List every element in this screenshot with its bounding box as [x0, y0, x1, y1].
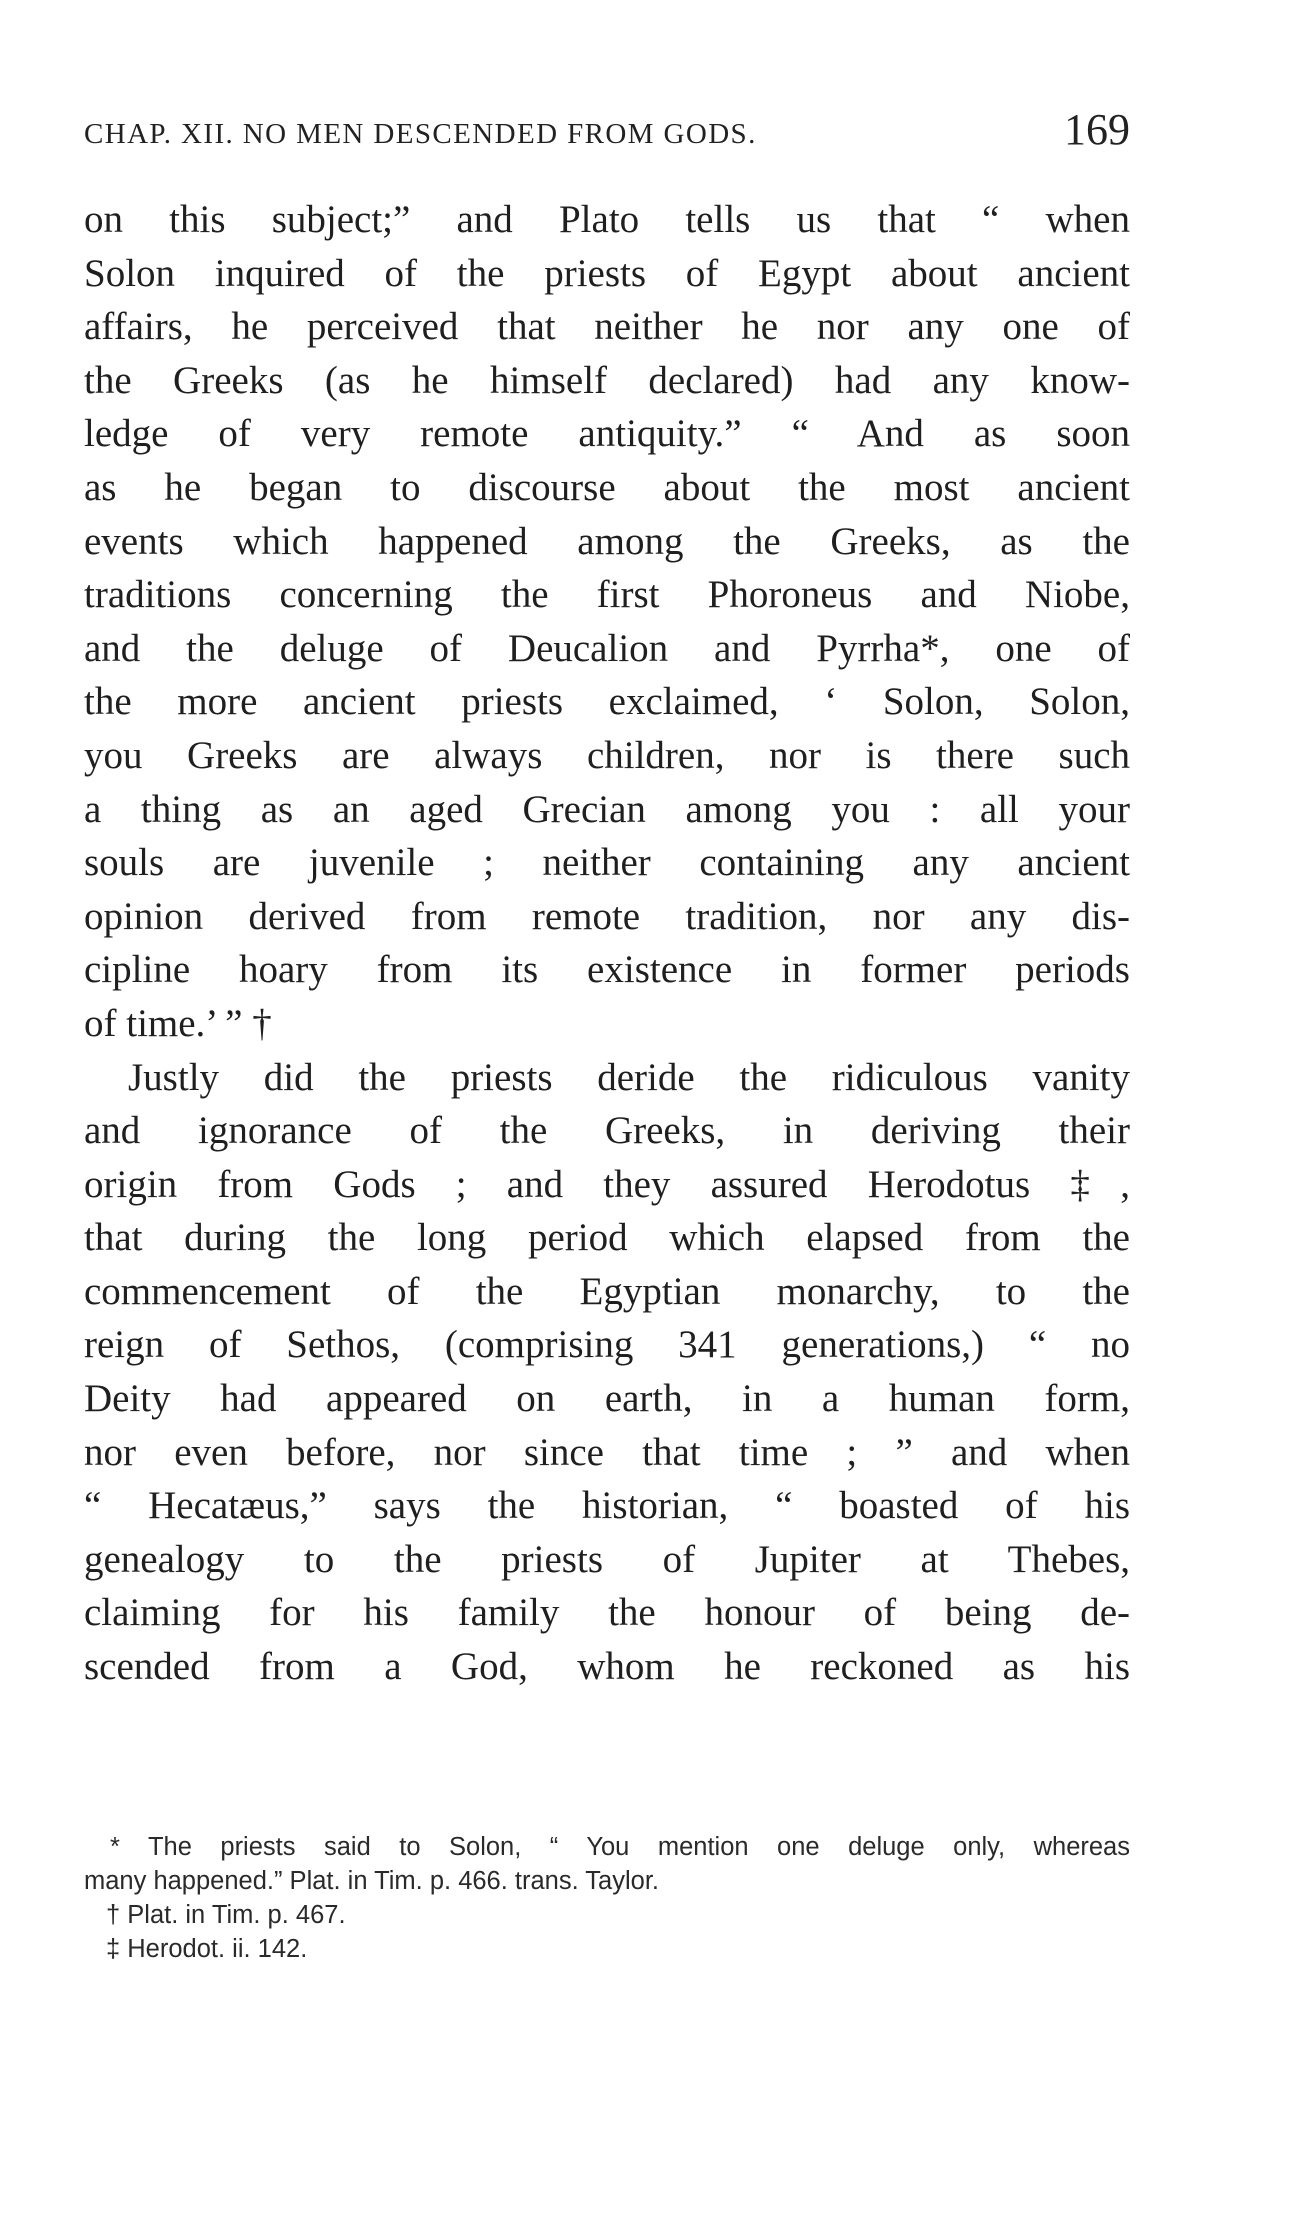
paragraph-start-line: Justly did the priests deride the ridiculous vanity: [128, 1055, 1130, 1099]
text-line: you Greeks are always children, nor is there such: [84, 733, 1130, 777]
text-line: as he began to discourse about the most ancient: [84, 465, 1130, 509]
text-line: events which happened among the Greeks, as the: [84, 519, 1130, 563]
text-line: “ Hecatæus,” says the historian, “ boasted of his: [84, 1484, 1130, 1528]
footnote-star: * The priests said to Solon, “ You mention one deluge only, whereas: [110, 1833, 1130, 1861]
text-line: cipline hoary from its existence in former periods: [84, 948, 1130, 992]
text-line: opinion derived from remote tradition, nor any dis-: [84, 894, 1130, 938]
text-line: reign of Sethos, (comprising 341 generations,) “ no: [84, 1323, 1130, 1367]
text-line: and the deluge of Deucalion and Pyrrha*, one of: [84, 626, 1130, 670]
text-line: origin from Gods ; and they assured Herodotus ‡,: [84, 1162, 1130, 1206]
text-line: affairs, he perceived that neither he nor any one of: [84, 305, 1130, 349]
text-line: the more ancient priests exclaimed, ‘ Solon, Solon,: [84, 680, 1130, 724]
running-head: [84, 105, 1130, 160]
text-line: that during the long period which elapsed from the: [84, 1216, 1130, 1260]
footnote-star-continued: many happened.” Plat. in Tim. p. 466. trans. Taylor.: [84, 1867, 660, 1895]
text-line: Solon inquired of the priests of Egypt about ancient: [84, 251, 1130, 295]
text-line: souls are juvenile ; neither containing any ancient: [84, 841, 1130, 885]
text-line: a thing as an aged Grecian among you : all your: [84, 787, 1130, 831]
footnote-dagger: † Plat. in Tim. p. 467.: [106, 1901, 346, 1929]
text-line: traditions concerning the first Phoroneus and Niobe,: [84, 573, 1130, 617]
text-line: commencement of the Egyptian monarchy, to the: [84, 1269, 1130, 1313]
text-line: ledge of very remote antiquity.” “ And as soon: [84, 412, 1130, 456]
footnotes: [84, 1830, 1130, 1966]
text-line: claiming for his family the honour of being de-: [84, 1591, 1130, 1635]
page-number: 169: [1064, 105, 1130, 154]
text-line: the Greeks (as he himself declared) had any know-: [84, 358, 1130, 402]
text-line: on this subject;” and Plato tells us that “ when: [84, 198, 1130, 241]
text-line: scended from a God, whom he reckoned as his: [84, 1645, 1130, 1689]
text-line: Deity had appeared on earth, in a human form,: [84, 1377, 1130, 1421]
text-line: and ignorance of the Greeks, in deriving their: [84, 1109, 1130, 1153]
text-line: genealogy to the priests of Jupiter at Thebes,: [84, 1537, 1130, 1581]
footnote-double-dagger: ‡ Herodot. ii. 142.: [106, 1935, 308, 1963]
body-text: [84, 193, 1130, 1694]
text-line: nor even before, nor since that time ; ” and when: [84, 1430, 1130, 1474]
running-title: CHAP. XII. NO MEN DESCENDED FROM GODS.: [84, 118, 757, 150]
paragraph-end-line: of time.’ ” †: [84, 1001, 272, 1045]
